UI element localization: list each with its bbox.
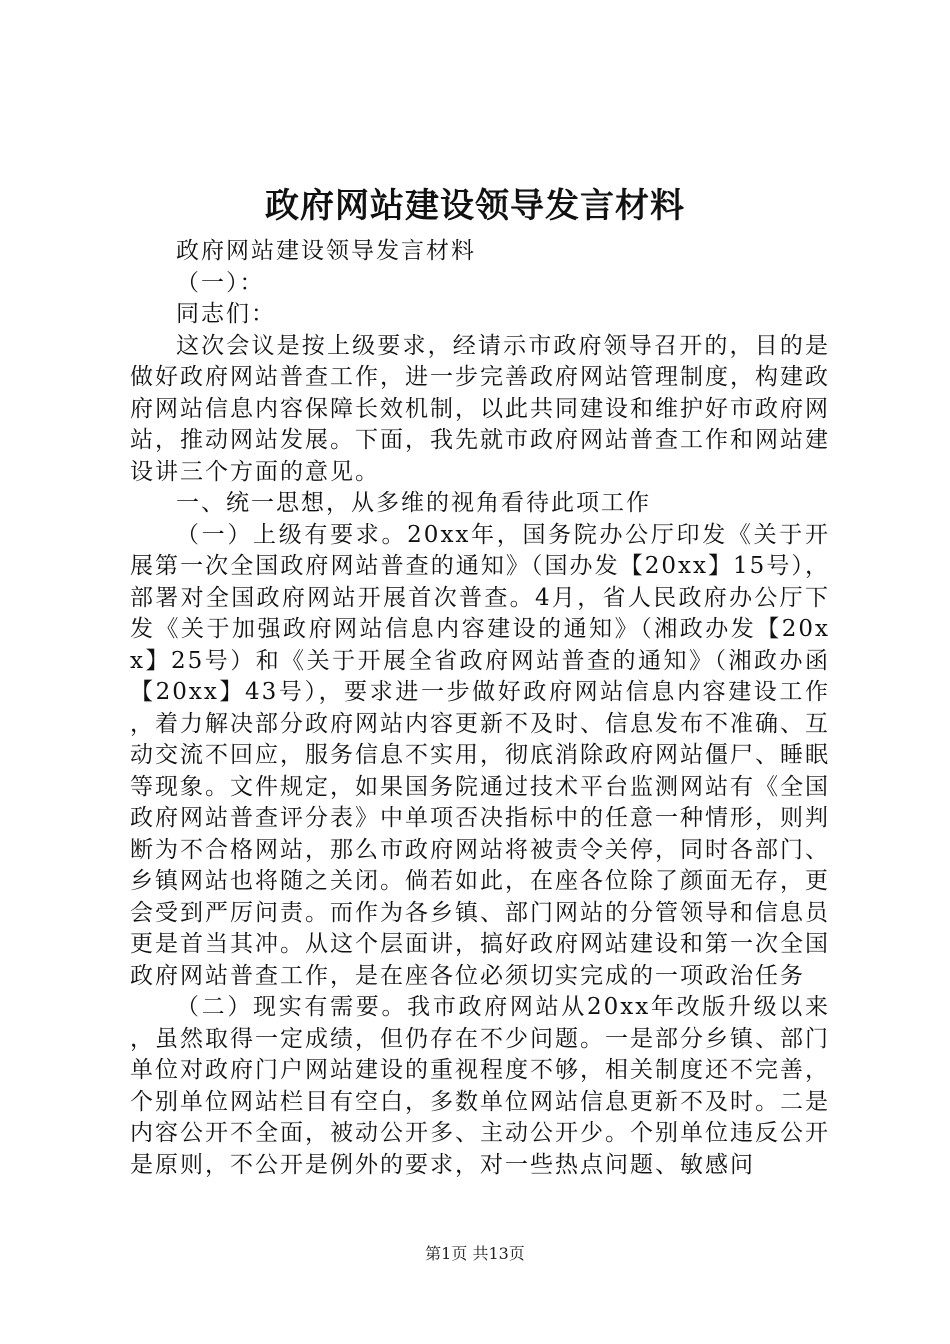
body-paragraph: （二）现实有需要。我市政府网站从20xx年改版升级以来，虽然取得一定成绩，但仍存在不少问题。一是部分乡镇、部门单位对政府门户网站建设的重视程度不够，相关制度还不完善，个别单位网站栏目有空白，多数单位网站信息更新不及时。二是内容公开不全面，被动公开多、主动公开少。个别单位违反公开是原则，不公开是例外的要求，对一些热点问题、敏感问: [130, 994, 830, 1178]
document-body: [130, 236, 830, 1181]
section-heading: 一、统一思想，从多维的视角看待此项工作: [176, 490, 651, 516]
body-paragraph: （一）上级有要求。20xx年，国务院办公厅印发《关于开展第一次全国政府网站普查的通知》（国办发【20xx】15号），部署对全国政府网站开展首次普查。4月，省人民政府办公厅下发《关于加强政府网站信息内容建设的通知》（湘政办发【20xx】25号）和《关于开展全省政府网站普查的通知》（湘政办函【20xx】43号），要求进一步做好政府网站信息内容建设工作，着力解决部分政府网站内容更新不及时、信息发布不准确、互动交流不回应，服务信息不实用，彻底消除政府网站僵尸、睡眠等现象。文件规定，如果国务院通过技术平台监测网站有《全国政府网站普查评分表》中单项否决指标中的任意一种情形，则判断为不合格网站，那么市政府网站将被责令关停，同时各部门、乡镇网站也将随之关闭。倘若如此，在座各位除了颜面无存，更会受到严厉问责。而作为各乡镇、部门网站的分管领导和信息员更是首当其冲。从这个层面讲，搞好政府网站建设和第一次全国政府网站普查工作，是在座各位必须切实完成的一项政治任务: [130, 521, 830, 989]
intro-paragraph: 这次会议是按上级要求，经请示市政府领导召开的，目的是做好政府网站普查工作，进一步完善政府网站管理制度，构建政府网站信息内容保障长效机制，以此共同建设和维护好市政府网站，推动网站发展。下面，我先就市政府网站普查工作和网站建设讲三个方面的意见。: [130, 332, 830, 485]
subtitle-paragraph: 政府网站建设领导发言材料: [176, 238, 476, 264]
document-title: 政府网站建设领导发言材料: [265, 186, 685, 226]
page-footer: 第1页 共13页: [425, 1244, 525, 1263]
section-number: （一）：: [176, 269, 265, 296]
salutation: 同志们：: [176, 301, 276, 327]
